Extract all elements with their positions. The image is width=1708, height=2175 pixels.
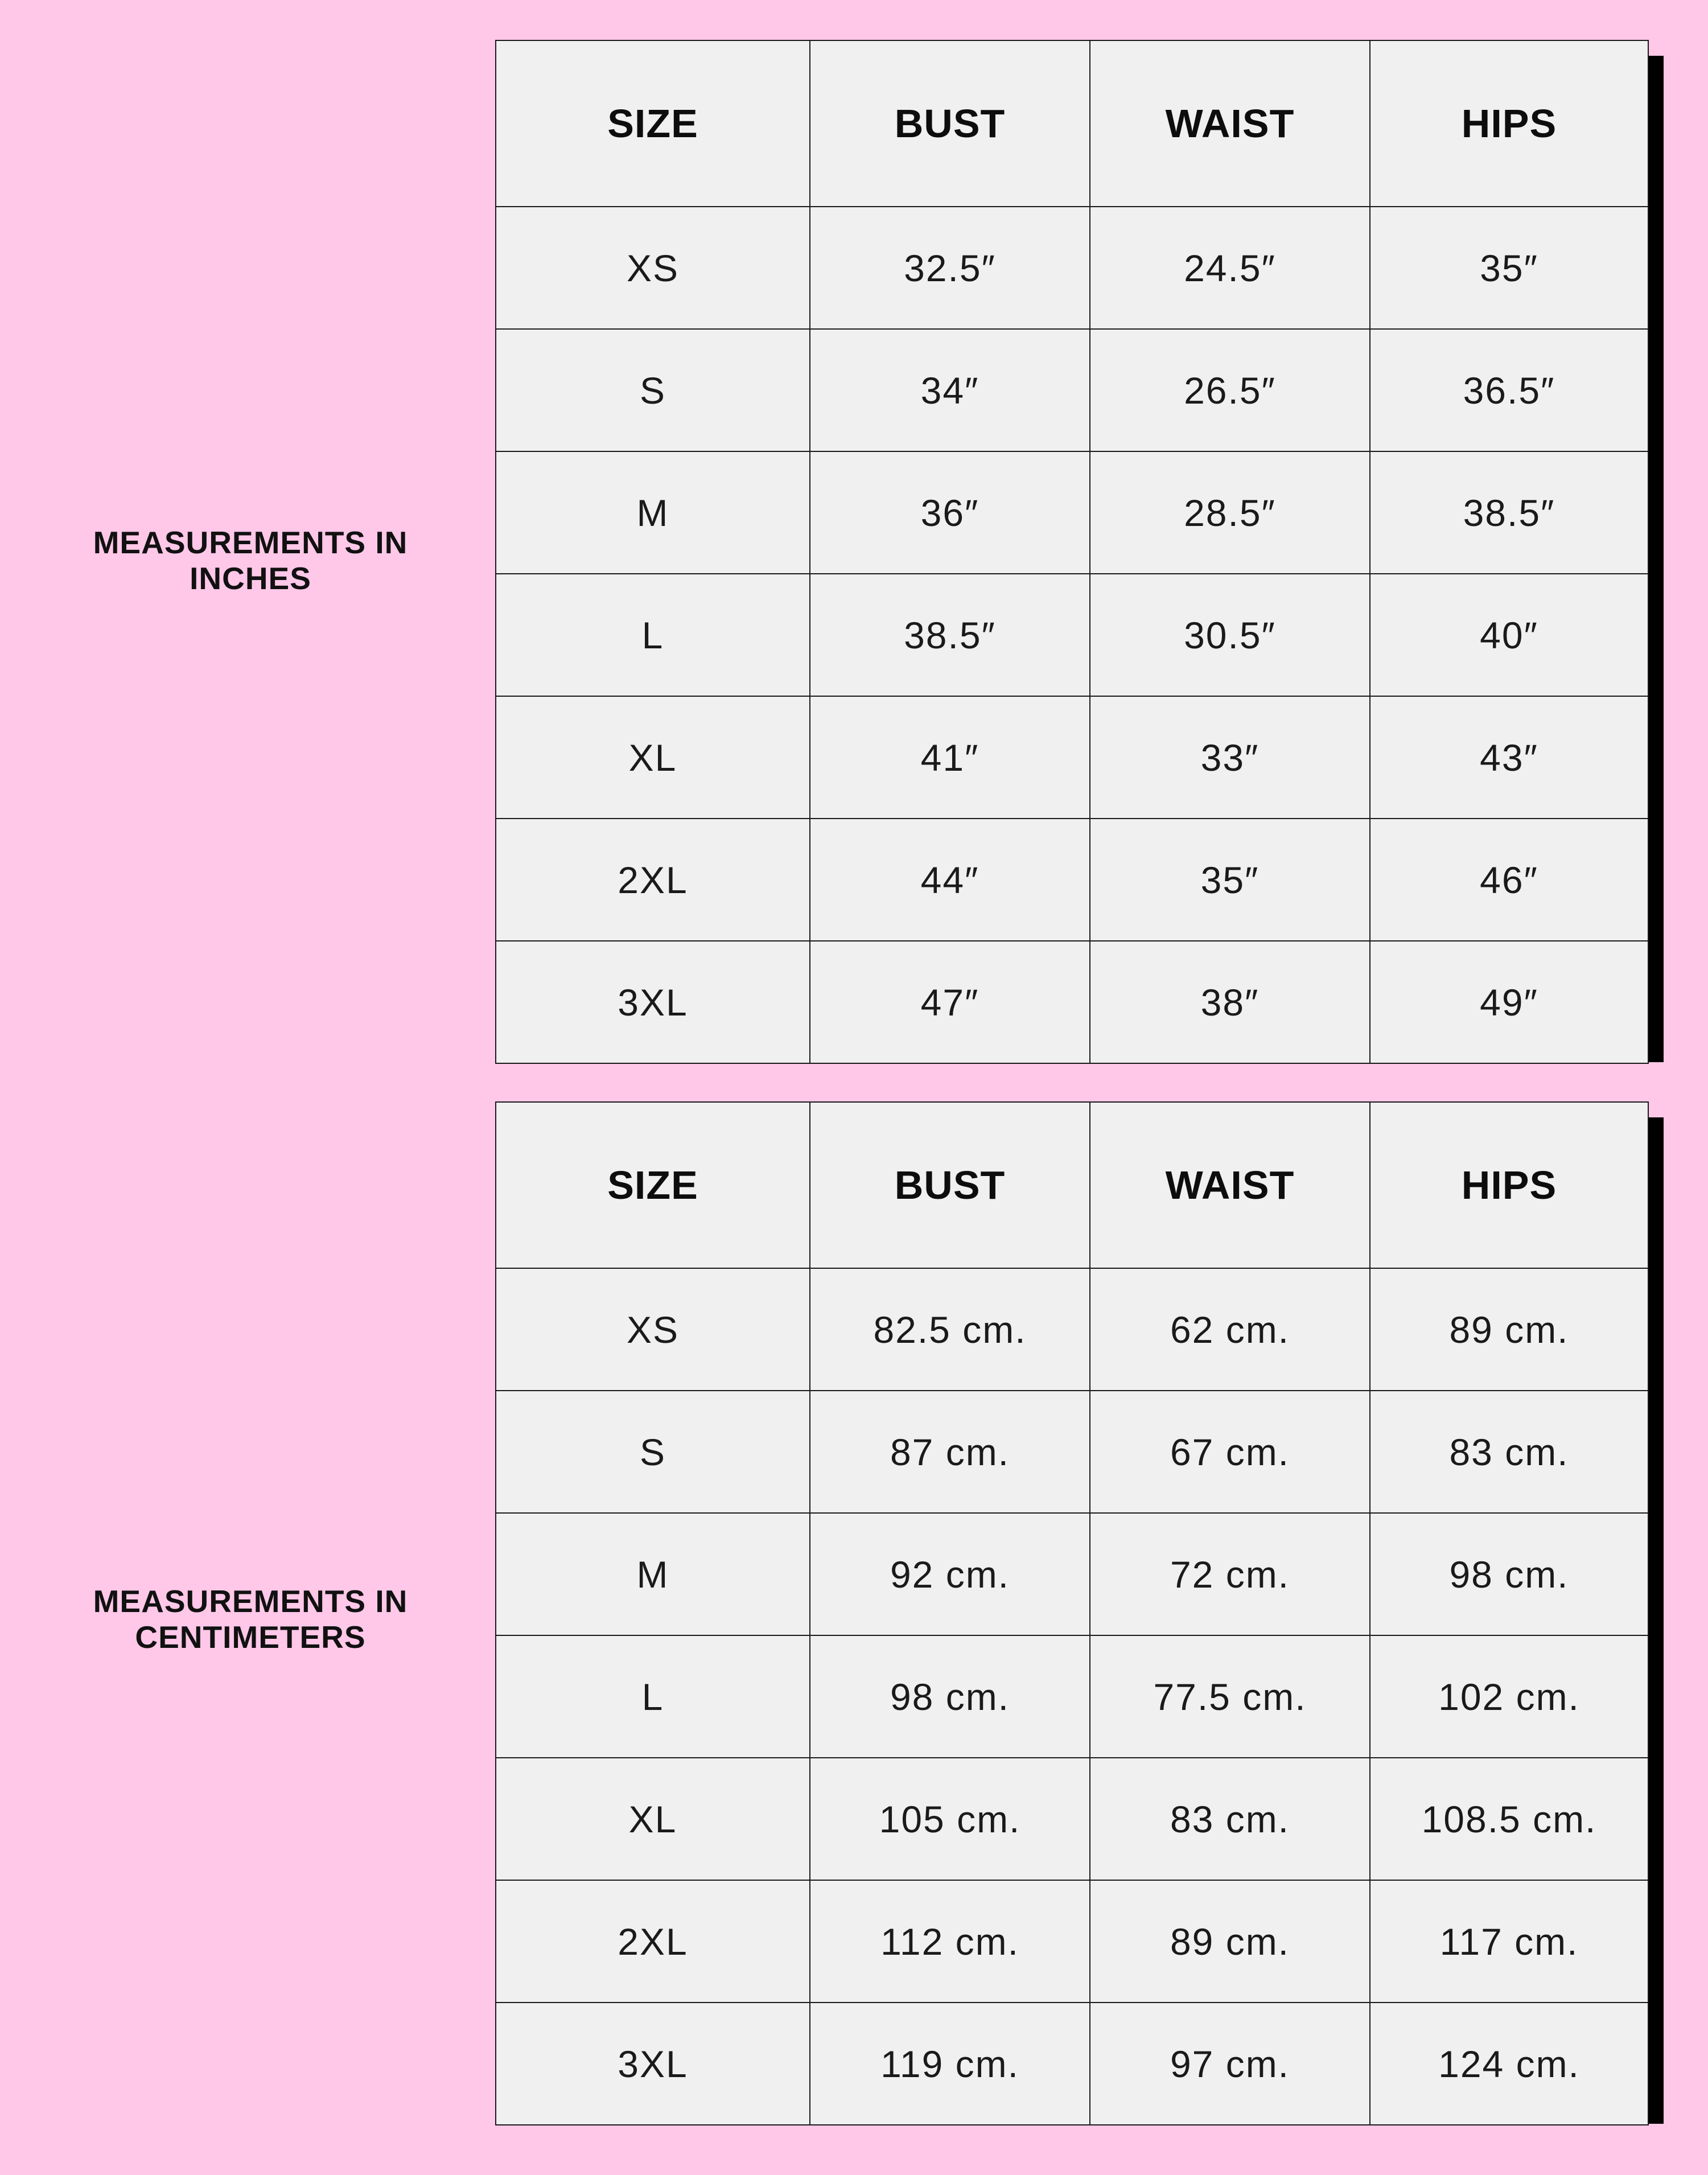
- cell-bust: 92 cm.: [810, 1513, 1090, 1635]
- cell-bust: 87 cm.: [810, 1391, 1090, 1513]
- cell-bust: 44″: [810, 819, 1090, 941]
- table-row: [496, 1635, 1648, 1758]
- cell-size: 3XL: [496, 2003, 810, 2125]
- cell-waist: 30.5″: [1090, 574, 1370, 696]
- table-row: [496, 207, 1648, 329]
- cell-hips: 102 cm.: [1370, 1635, 1648, 1758]
- header-size: SIZE: [496, 1102, 810, 1268]
- cell-hips: 89 cm.: [1370, 1268, 1648, 1391]
- cell-size: 2XL: [496, 819, 810, 941]
- inches-label-line1: MEASUREMENTS IN: [93, 525, 408, 560]
- cell-hips: 35″: [1370, 207, 1648, 329]
- header-row: [496, 1102, 1648, 1268]
- cell-hips: 46″: [1370, 819, 1648, 941]
- table-row: [496, 696, 1648, 819]
- cell-bust: 119 cm.: [810, 2003, 1090, 2125]
- cell-waist: 62 cm.: [1090, 1268, 1370, 1391]
- cell-bust: 32.5″: [810, 207, 1090, 329]
- cell-waist: 33″: [1090, 696, 1370, 819]
- centimeters-section-label: [46, 1584, 455, 1655]
- header-size: SIZE: [496, 40, 810, 207]
- cell-waist: 24.5″: [1090, 207, 1370, 329]
- header-bust: BUST: [810, 1102, 1090, 1268]
- centimeters-label-line2: CENTIMETERS: [135, 1619, 366, 1655]
- cell-size: 2XL: [496, 1880, 810, 2003]
- table-row: [496, 1758, 1648, 1880]
- cell-size: L: [496, 1635, 810, 1758]
- cell-bust: 47″: [810, 941, 1090, 1063]
- cell-size: XL: [496, 696, 810, 819]
- cell-waist: 35″: [1090, 819, 1370, 941]
- table-row: [496, 819, 1648, 941]
- cell-waist: 97 cm.: [1090, 2003, 1370, 2125]
- centimeters-label-line1: MEASUREMENTS IN: [93, 1584, 408, 1619]
- cell-waist: 28.5″: [1090, 451, 1370, 574]
- inches-size-table: [495, 40, 1649, 1064]
- cell-hips: 43″: [1370, 696, 1648, 819]
- centimeters-table-body: [496, 1268, 1648, 2125]
- cell-bust: 112 cm.: [810, 1880, 1090, 2003]
- inches-label-line2: INCHES: [190, 561, 311, 596]
- cell-size: S: [496, 329, 810, 451]
- table-row: [496, 329, 1648, 451]
- cell-waist: 38″: [1090, 941, 1370, 1063]
- table-row: [496, 1880, 1648, 2003]
- table-row: [496, 1513, 1648, 1635]
- cell-waist: 77.5 cm.: [1090, 1635, 1370, 1758]
- cell-hips: 124 cm.: [1370, 2003, 1648, 2125]
- cell-size: S: [496, 1391, 810, 1513]
- cell-hips: 117 cm.: [1370, 1880, 1648, 2003]
- cell-waist: 67 cm.: [1090, 1391, 1370, 1513]
- cell-bust: 34″: [810, 329, 1090, 451]
- cell-bust: 82.5 cm.: [810, 1268, 1090, 1391]
- cell-size: XL: [496, 1758, 810, 1880]
- cell-size: M: [496, 1513, 810, 1635]
- header-waist: WAIST: [1090, 1102, 1370, 1268]
- cell-hips: 108.5 cm.: [1370, 1758, 1648, 1880]
- cell-waist: 83 cm.: [1090, 1758, 1370, 1880]
- header-bust: BUST: [810, 40, 1090, 207]
- cell-bust: 41″: [810, 696, 1090, 819]
- table-row: [496, 574, 1648, 696]
- table-row: [496, 1268, 1648, 1391]
- cell-hips: 83 cm.: [1370, 1391, 1648, 1513]
- table-row: [496, 1391, 1648, 1513]
- cell-waist: 89 cm.: [1090, 1880, 1370, 2003]
- centimeters-table-container: [495, 1101, 1648, 2108]
- table-row: [496, 451, 1648, 574]
- inches-section-label: [46, 525, 455, 597]
- cell-bust: 38.5″: [810, 574, 1090, 696]
- cell-size: 3XL: [496, 941, 810, 1063]
- cell-waist: 26.5″: [1090, 329, 1370, 451]
- cell-hips: 49″: [1370, 941, 1648, 1063]
- header-row: [496, 40, 1648, 207]
- cell-hips: 36.5″: [1370, 329, 1648, 451]
- header-waist: WAIST: [1090, 40, 1370, 207]
- cell-waist: 72 cm.: [1090, 1513, 1370, 1635]
- cell-bust: 98 cm.: [810, 1635, 1090, 1758]
- inches-table-container: [495, 40, 1648, 1046]
- inches-table-body: [496, 207, 1648, 1063]
- table-row: [496, 2003, 1648, 2125]
- centimeters-size-table: [495, 1101, 1649, 2125]
- cell-size: XS: [496, 1268, 810, 1391]
- cell-hips: 40″: [1370, 574, 1648, 696]
- cell-hips: 38.5″: [1370, 451, 1648, 574]
- cell-size: XS: [496, 207, 810, 329]
- cell-bust: 105 cm.: [810, 1758, 1090, 1880]
- cell-size: L: [496, 574, 810, 696]
- cell-hips: 98 cm.: [1370, 1513, 1648, 1635]
- header-hips: HIPS: [1370, 40, 1648, 207]
- table-row: [496, 941, 1648, 1063]
- header-hips: HIPS: [1370, 1102, 1648, 1268]
- cell-size: M: [496, 451, 810, 574]
- cell-bust: 36″: [810, 451, 1090, 574]
